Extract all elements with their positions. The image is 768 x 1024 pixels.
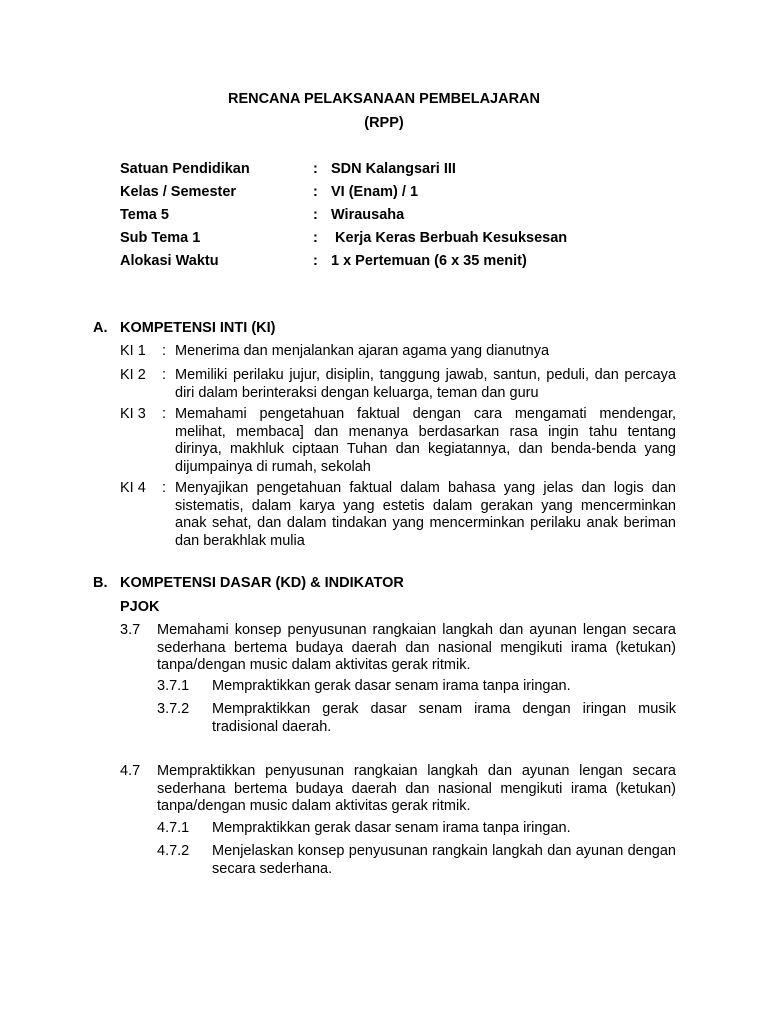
ki-code: KI 2	[120, 367, 146, 383]
kd-text: Memahami konsep penyusunan rangkaian langkah dan ayunan lengan secara sederhana bertema budaya daerah dan nasional mengikuti irama (ketukan) tanpa/dengan music dalam aktivitas gerak ritmik.	[157, 622, 676, 673]
section-letter: A.	[93, 320, 108, 336]
identity-separator: :	[313, 161, 318, 177]
ki-text: Menerima dan menjalankan ajaran agama yang dianutnya	[175, 343, 550, 359]
identity-label: Tema 5	[120, 207, 169, 223]
ki-separator: :	[162, 343, 167, 359]
ki-text: Menyajikan pengetahuan faktual dalam bahasa yang jelas dan logis dan sistematis, dalam karya yang estetis dalam gerakan yang mencerminkan anak sehat, dan dalam tindakan yang mencerminkan perilaku anak beriman dan berakhlak mulia	[175, 480, 676, 549]
identity-separator: :	[313, 207, 318, 223]
kd-text: Mempraktikkan penyusunan rangkaian langkah dan ayunan lengan secara sederhana bertema budaya daerah dan nasional mengikuti irama (ketukan) tanpa/dengan music dalam aktivitas gerak ritmik.	[157, 763, 676, 814]
ki-text: Memiliki perilaku jujur, disiplin, tanggung jawab, santun, peduli, dan percaya diri dalam berinteraksi dengan keluarga, teman dan guru	[175, 367, 676, 401]
identity-label: Sub Tema 1	[120, 230, 201, 246]
kd-code: 3.7	[120, 622, 141, 638]
ki-separator: :	[162, 406, 167, 422]
subject-label: PJOK	[120, 599, 160, 615]
ki-code: KI 3	[120, 406, 146, 422]
identity-value: VI (Enam) / 1	[331, 184, 419, 200]
identity-value: 1 x Pertemuan (6 x 35 menit)	[331, 253, 527, 269]
indicator-code: 4.7.2	[157, 843, 190, 859]
identity-value: Kerja Keras Berbuah Kesuksesan	[331, 230, 568, 246]
section-heading: KOMPETENSI DASAR (KD) & INDIKATOR	[120, 575, 404, 591]
identity-value: Wirausaha	[331, 207, 405, 223]
ki-code: KI 1	[120, 343, 146, 359]
indicator-text: Menjelaskan konsep penyusunan rangkain langkah dan ayunan dengan secara sederhana.	[212, 843, 676, 877]
document-subtitle: (RPP)	[364, 115, 404, 131]
section-letter: B.	[93, 575, 108, 591]
indicator-text: Mempraktikkan gerak dasar senam irama tanpa iringan.	[212, 678, 571, 694]
identity-separator: :	[313, 184, 318, 200]
ki-code: KI 4	[120, 480, 146, 496]
kd-code: 4.7	[120, 763, 141, 779]
indicator-code: 3.7.1	[157, 678, 190, 694]
identity-separator: :	[313, 253, 318, 269]
ki-separator: :	[162, 480, 167, 496]
section-heading: KOMPETENSI INTI (KI)	[120, 320, 276, 336]
identity-label: Alokasi Waktu	[120, 253, 219, 269]
ki-separator: :	[162, 367, 167, 383]
indicator-text: Mempraktikkan gerak dasar senam irama tanpa iringan.	[212, 820, 571, 836]
identity-label: Satuan Pendidikan	[120, 161, 250, 177]
identity-separator: :	[313, 230, 318, 246]
identity-value: SDN Kalangsari III	[331, 161, 456, 177]
indicator-code: 3.7.2	[157, 701, 190, 717]
identity-label: Kelas / Semester	[120, 184, 237, 200]
ki-text: Memahami pengetahuan faktual dengan cara mengamati mendengar, melihat, membaca] dan menanya berdasarkan rasa ingin tahu tentang dirinya, makhluk ciptaan Tuhan dan kegiatannya, dan benda-benda yang dijumpainya di rumah, sekolah	[175, 406, 676, 475]
indicator-text: Mempraktikkan gerak dasar senam irama dengan iringan musik tradisional daerah.	[212, 701, 676, 735]
indicator-code: 4.7.1	[157, 820, 190, 836]
document-title: RENCANA PELAKSANAAN PEMBELAJARAN	[227, 91, 541, 107]
